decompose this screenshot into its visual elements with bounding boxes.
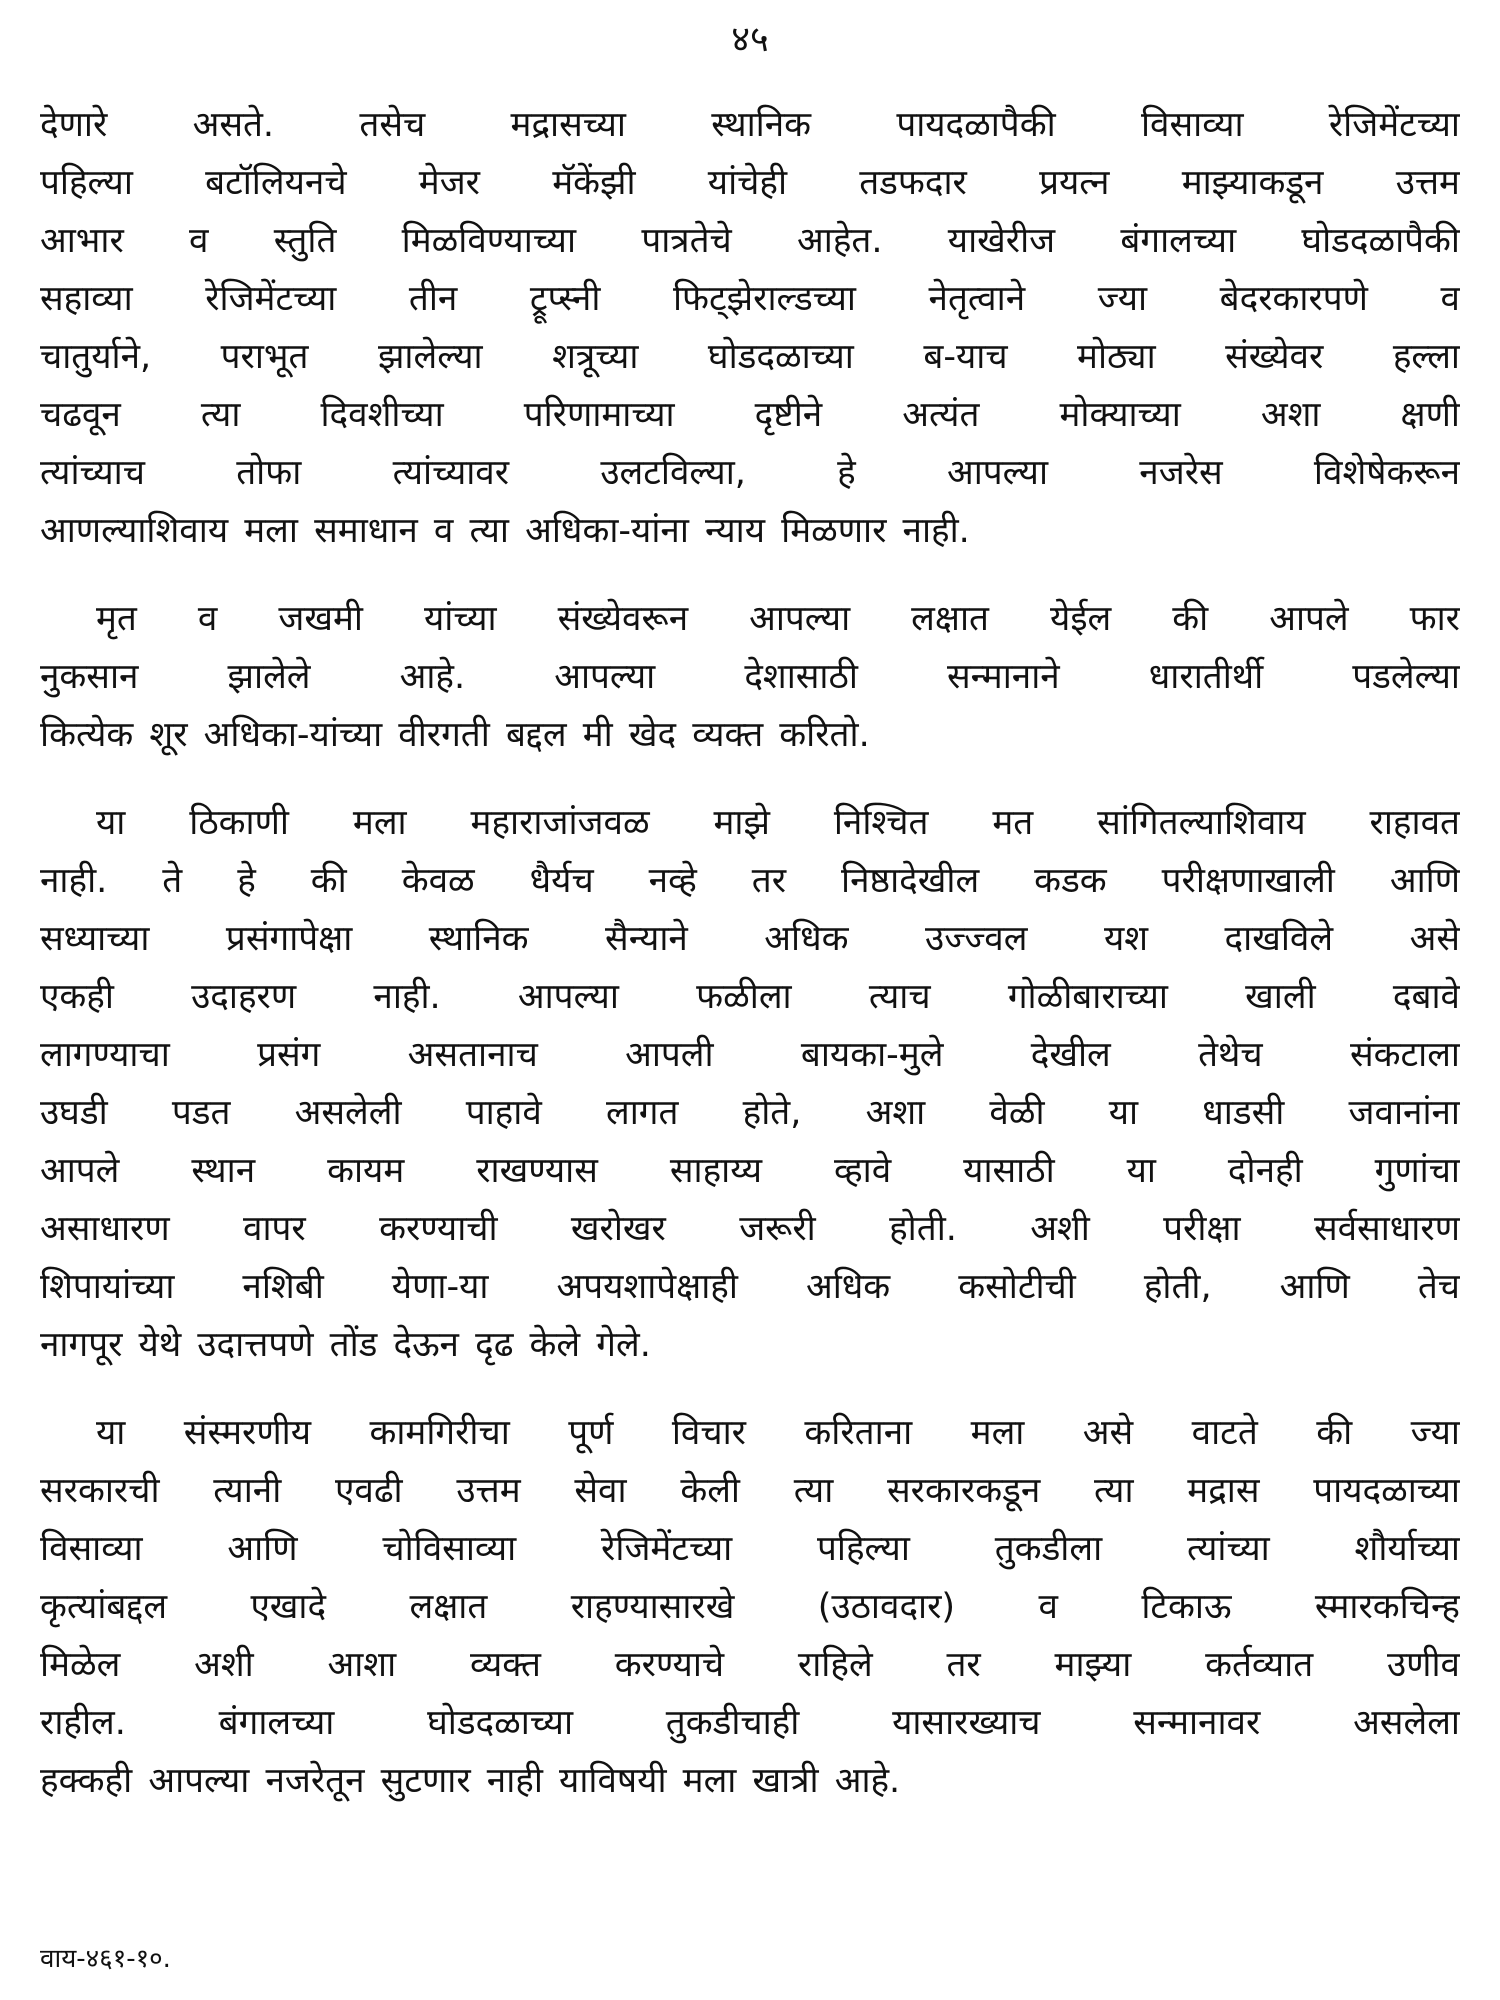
text-line: विसाव्या आणि चोविसाव्या रेजिमेंटच्या पहिल्या तुकडीला त्यांच्या शौर्याच्या bbox=[40, 1529, 1460, 1569]
text-line: आपले स्थान कायम राखण्यास साहाय्य व्हावे यासाठी या दोनही गुणांचा bbox=[40, 1151, 1460, 1191]
text-line: लागण्याचा प्रसंग असतानाच आपली बायका-मुले देखील तेथेच संकटाला bbox=[40, 1035, 1460, 1075]
text-line: या संस्मरणीय कामगिरीचा पूर्ण विचार करिताना मला असे वाटते की ज्या bbox=[96, 1413, 1460, 1453]
text-line: सहाव्या रेजिमेंटच्या तीन ट्रूप्स्नी फिट्झेराल्डच्या नेतृत्वाने ज्या बेदरकारपणे व bbox=[40, 279, 1460, 319]
text-line: शिपायांच्या नशिबी येणा-या अपयशापेक्षाही अधिक कसोटीची होती, आणि तेच bbox=[40, 1267, 1460, 1307]
page-number: ४५ bbox=[731, 19, 769, 60]
text-line: उघडी पडत असलेली पाहावे लागत होते, अशा वेळी या धाडसी जवानांना bbox=[40, 1093, 1460, 1133]
paragraph bbox=[40, 794, 1460, 1374]
text-line: सरकारची त्यानी एवढी उत्तम सेवा केली त्या सरकारकडून त्या मद्रास पायदळाच्या bbox=[40, 1471, 1460, 1511]
text-line: नुकसान झालेले आहे. आपल्या देशासाठी सन्मानाने धारातीर्थी पडलेल्या bbox=[40, 657, 1460, 697]
text-line: देणारे असते. तसेच मद्रासच्या स्थानिक पायदळापैकी विसाव्या रेजिमेंटच्या bbox=[40, 105, 1460, 145]
text-line: मृत व जखमी यांच्या संख्येवरून आपल्या लक्षात येईल की आपले फार bbox=[96, 599, 1460, 639]
text-line: चढवून त्या दिवशीच्या परिणामाच्या दृष्टीने अत्यंत मोक्याच्या अशा क्षणी bbox=[40, 395, 1460, 435]
text-line: कित्येक शूर अधिका-यांच्या वीरगती बद्दल मी खेद व्यक्त करितो. bbox=[40, 715, 870, 755]
text-line: एकही उदाहरण नाही. आपल्या फळीला त्याच गोळीबाराच्या खाली दबावे bbox=[40, 977, 1460, 1017]
text-line: त्यांच्याच तोफा त्यांच्यावर उलटविल्या, हे आपल्या नजरेस विशेषेकरून bbox=[40, 453, 1460, 493]
text-line: आभार व स्तुति मिळविण्याच्या पात्रतेचे आहेत. याखेरीज बंगालच्या घोडदळापैकी bbox=[40, 221, 1460, 261]
text-line: राहील. बंगालच्या घोडदळाच्या तुकडीचाही यासारख्याच सन्मानावर असलेला bbox=[40, 1703, 1460, 1743]
footer-code: वाय-४६१-१०. bbox=[40, 1944, 171, 1974]
paragraph bbox=[40, 590, 1460, 764]
paragraph bbox=[40, 96, 1460, 560]
text-line: आणल्याशिवाय मला समाधान व त्या अधिका-यांना न्याय मिळणार नाही. bbox=[40, 511, 970, 551]
text-line: सध्याच्या प्रसंगापेक्षा स्थानिक सैन्याने अधिक उज्ज्वल यश दाखविले असे bbox=[40, 919, 1460, 959]
text-line: पहिल्या बटॉलियनचे मेजर मॅकेंझी यांचेही तडफदार प्रयत्न माझ्याकडून उत्तम bbox=[40, 163, 1460, 203]
paragraph bbox=[40, 1404, 1460, 1810]
text-line: मिळेल अशी आशा व्यक्त करण्याचे राहिले तर माझ्या कर्तव्यात उणीव bbox=[40, 1645, 1460, 1685]
text-line: कृत्यांबद्दल एखादे लक्षात राहण्यासारखे (उठावदार) व टिकाऊ स्मारकचिन्ह bbox=[40, 1587, 1460, 1627]
text-line: असाधारण वापर करण्याची खरोखर जरूरी होती. अशी परीक्षा सर्वसाधारण bbox=[40, 1209, 1460, 1249]
body-text bbox=[40, 96, 1460, 1840]
text-line: या ठिकाणी मला महाराजांजवळ माझे निश्चित मत सांगितल्याशिवाय राहावत bbox=[96, 803, 1460, 843]
text-line: नाही. ते हे की केवळ धैर्यच नव्हे तर निष्ठादेखील कडक परीक्षणाखाली आणि bbox=[40, 861, 1460, 901]
text-line: चातुर्याने, पराभूत झालेल्या शत्रूच्या घोडदळाच्या ब-याच मोठ्या संख्येवर हल्ला bbox=[40, 337, 1460, 377]
text-line: हक्कही आपल्या नजरेतून सुटणार नाही याविषयी मला खात्री आहे. bbox=[40, 1761, 901, 1801]
text-line: नागपूर येथे उदात्तपणे तोंड देऊन दृढ केले गेले. bbox=[40, 1325, 651, 1365]
